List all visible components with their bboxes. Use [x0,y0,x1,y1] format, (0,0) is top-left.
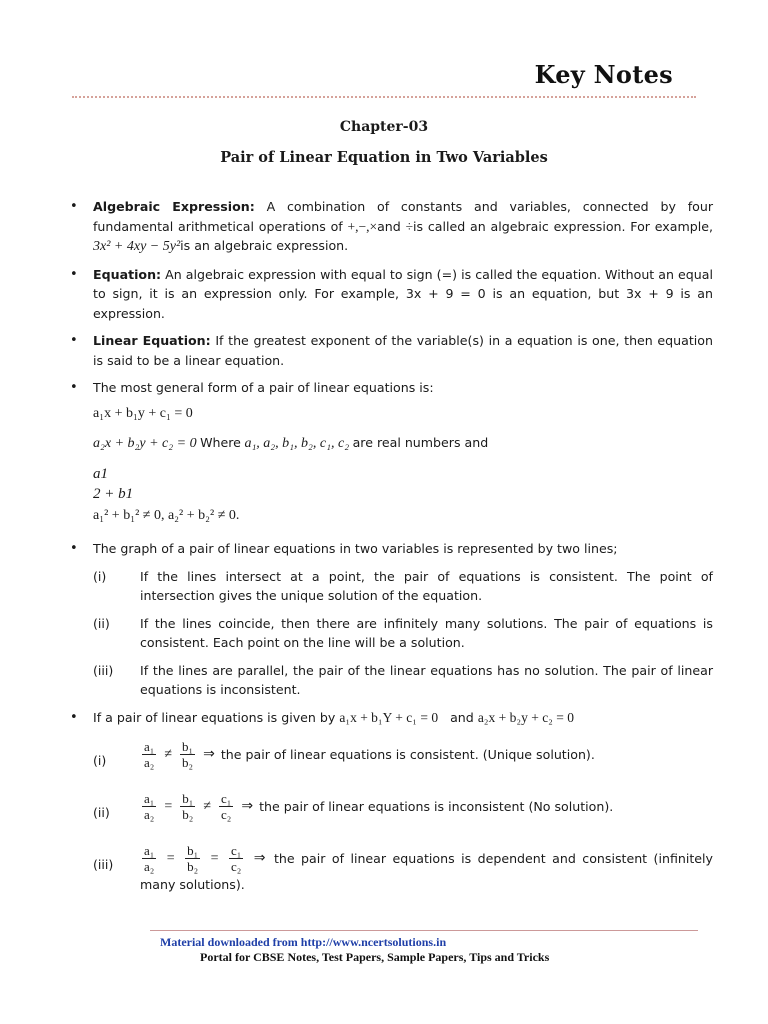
bullet-given-pair [70,708,713,728]
chapter-title: Pair of Linear Equation in Two Variables [220,149,548,166]
fraction-b1-b2: $\frac{\text{b₁}}{\text{b₂}}$ [187,843,199,874]
ratio-case-iii [70,843,713,894]
algebraic-example: 3x² + 4xy − 5y² [93,239,181,254]
ratio-case-number: (ii) [93,805,110,820]
graph-case-text: If the lines intersect at a point, the pair of equations is consistent. The point of intersection gives the unique solution of the equation. [140,568,713,603]
bullet-linear-equation [70,331,713,370]
algebraic-text-2: and [377,218,406,234]
ratio-case-text: the pair of linear equations is consistent. (Unique solution). [220,746,595,762]
real-numbers-text: are real numbers and [352,435,489,450]
graph-case-text: If the lines coincide, then there are infinitely many solutions. The pair of equations is consistent. Each point on the line will be a solution. [140,615,713,650]
ratio-case-text: the pair of linear equations is dependent and consistent (infinitely many solutions). [140,850,714,892]
graph-case-number: (ii) [93,615,110,631]
term-algebraic-expression: Algebraic Expression: [93,199,255,214]
notes-content [70,197,713,904]
stray-text-2-b1: 2 + b1 [93,485,134,502]
graph-case-ii [70,614,713,653]
algebraic-text-1: A combination of constants and variables, connected by four fundamental arithmetical operations of [93,199,713,234]
given-equation-2: a₂x + b₂y + c₂ = 0 [477,709,575,725]
nonzero-condition: a₁² + b₁² ≠ 0, a₂² + b₂² ≠ 0. [93,507,240,523]
general-form-text: The most general form of a pair of linear equations is: [93,380,434,395]
footer-divider [150,930,698,931]
graph-case-number: (iii) [93,662,114,678]
implies-arrow: ⇒ [203,746,215,762]
ratio-case-ii [70,791,713,833]
graph-case-number: (i) [93,568,107,584]
chapter-heading: Chapter-03 [339,119,429,135]
given-equation-1: a₁x + b₁Y + c₁ = 0 [339,709,439,725]
where-label: Where [200,435,241,450]
algebraic-operators: +,−,× [347,218,378,234]
equal-sign: = [166,850,175,866]
fraction-c1-c2: $\frac{\text{c₁}}{\text{c₂}}$ [230,843,242,874]
term-equation: Equation: [93,266,162,282]
division-operator: ÷ [405,218,413,234]
equation-text: An algebraic expression with equal to sign (=) is called the equation. Without an equal to sign, it is an expression only. For example, 3x + 9 = 0 is an equation, but 3x + 9 is an expression. [93,266,713,321]
general-equation-2: a₂x + b₂y + c₂ = 0 [93,436,197,451]
fraction-a1-a2: $\frac{\text{a₁}}{\text{a₂}}$ [144,791,155,822]
stray-text-a1: a1 [93,465,108,482]
algebraic-text-4: is an algebraic expression. [180,238,349,253]
general-equation-1: a₁x + b₁y + c₁ = 0 [93,405,193,421]
footer-tagline: Portal for CBSE Notes, Test Papers, Sample Papers, Tips and Tricks [200,950,550,964]
fraction-b1-b2: $\frac{\text{b₁}}{\text{b₂}}$ [182,739,194,770]
algebraic-text-3: is called an algebraic expression. For example, [413,218,713,234]
given-pair-text: If a pair of linear equations is given by [93,709,336,725]
implies-arrow: ⇒ [241,798,254,814]
fraction-c1-c2: $\frac{\text{c₁}}{\text{c₂}}$ [221,791,232,822]
linear-equation-text: If the greatest exponent of the variable(s) in a equation is one, then equation is said to be a linear equation. [93,333,713,368]
ratio-case-number: (iii) [93,857,114,872]
fraction-a1-a2: $\frac{\text{a₁}}{\text{a₂}}$ [144,739,155,770]
coefficient-list: a₁, a₂, b₁, b₂, c₁, c₂ [244,436,350,451]
ratio-case-i [70,739,713,781]
ratio-case-number: (i) [93,753,107,768]
header-divider [72,96,696,98]
term-linear-equation: Linear Equation: [93,333,211,348]
not-equal-sign: ≠ [164,746,173,762]
header-title: Key Notes [534,60,673,89]
footer-source-link[interactable]: Material downloaded from http://www.ncertsolutions.in [160,935,447,949]
implies-arrow: ⇒ [253,850,266,866]
fraction-b1-b2: $\frac{\text{b₁}}{\text{b₂}}$ [182,791,194,822]
graph-text: The graph of a pair of linear equations in two variables is represented by two lines; [93,541,618,556]
ratio-case-text: the pair of linear equations is inconsistent (No solution). [259,798,614,814]
not-equal-sign: ≠ [203,798,211,814]
fraction-a1-a2: $\frac{\text{a₁}}{\text{a₂}}$ [144,843,155,874]
bullet-equation [70,265,713,324]
equal-sign: = [210,850,219,866]
graph-case-text: If the lines are parallel, the pair of the linear equations has no solution. The pair of linear equations is inconsistent. [140,662,713,697]
and-label: and [450,709,474,725]
graph-case-i [70,567,713,606]
bullet-algebraic-expression [70,197,713,257]
bullet-general-form [70,378,713,398]
general-equation-2-line [70,433,713,454]
equal-sign: = [164,798,173,814]
bullet-graph [70,539,713,559]
graph-case-iii [70,661,713,700]
